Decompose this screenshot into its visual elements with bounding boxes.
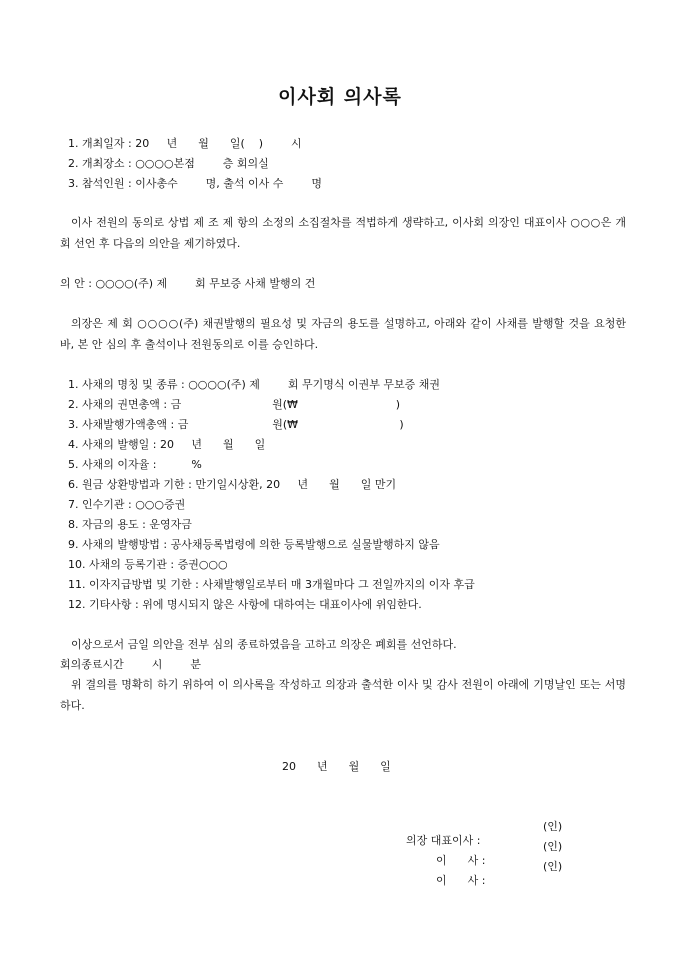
closing-line: 이상으로서 금일 의안을 전부 심의 종료하였음을 고하고 의장은 폐회를 선언하다. xyxy=(71,638,457,651)
bond-term-item: 10. 사채의 등록기관 : 증권○○○ xyxy=(68,558,228,571)
meeting-date-line: 1. 개최일자 : 20 년 월 일( ) 시 xyxy=(68,137,302,150)
agenda-line: 의 안 : ○○○○(주) 제 회 무보증 사채 발행의 건 xyxy=(60,277,316,290)
intro-paragraph: 이사 전원의 동의로 상법 제 조 제 항의 소정의 소집절차를 적법하게 생략하고, 이사회 의장인 대표이사 ○○○은 개회 선언 후 다음의 의안을 제기하였다. xyxy=(60,216,626,250)
signature-date-line: 20 년 월 일 xyxy=(282,760,391,773)
bond-term-item: 4. 사채의 발행일 : 20 년 월 일 xyxy=(68,438,266,451)
chair-paragraph: 의장은 제 회 ○○○○(주) 채권발행의 필요성 및 자금의 용도를 설명하고, 아래와 같이 사채를 발행할 것을 요청한 바, 본 안 심의 후 출석이나 전원동의로 이를 승인하다. xyxy=(60,317,626,351)
end-time-line: 회의종료시간 시 분 xyxy=(60,658,201,671)
bond-term-item: 2. 사채의 권면총액 : 금 원(₩ ) xyxy=(68,398,401,411)
signature-role: 의장 대표이사 : xyxy=(406,834,481,847)
bond-term-item: 7. 인수기관 : ○○○증권 xyxy=(68,498,186,511)
signature-seal: (인) xyxy=(543,840,563,853)
bond-term-item: 12. 기타사항 : 위에 명시되지 않은 사항에 대하여는 대표이사에 위임한다. xyxy=(68,598,422,611)
meeting-place-line: 2. 개최장소 : ○○○○본점 층 회의실 xyxy=(68,157,269,170)
bond-term-item: 8. 자금의 용도 : 운영자금 xyxy=(68,518,192,531)
signature-seal: (인) xyxy=(543,860,563,873)
signature-row xyxy=(422,860,485,902)
bond-term-item: 5. 사채의 이자율 : % xyxy=(68,458,202,471)
attendees-line: 3. 참석인원 : 이사총수 명, 출석 이사 수 명 xyxy=(68,177,323,190)
witness-paragraph: 위 결의를 명확히 하기 위하여 이 의사록을 작성하고 의장과 출석한 이사 및 감사 전원이 아래에 기명날인 또는 서명하다. xyxy=(60,678,626,712)
bond-term-item: 1. 사채의 명칭 및 종류 : ○○○○(주) 제 회 무기명식 이권부 무보증 채권 xyxy=(68,378,441,391)
bond-term-item: 3. 사채발행가액총액 : 금 원(₩ ) xyxy=(68,418,404,431)
bond-term-item: 6. 원금 상환방법과 기한 : 만기일시상환, 20 년 월 일 만기 xyxy=(68,478,397,491)
signature-role: 이 사 : xyxy=(436,854,486,867)
document-title: 이사회 의사록 xyxy=(278,86,402,108)
bond-term-item: 9. 사채의 발행방법 : 공사채등록법령에 의한 등록발행으로 실물발행하지 않음 xyxy=(68,538,440,551)
signature-seal: (인) xyxy=(543,820,563,833)
signature-role: 이 사 : xyxy=(436,874,486,887)
bond-term-item: 11. 이자지급방법 및 기한 : 사채발행일로부터 매 3개월마다 그 전일까지의 이자 후급 xyxy=(68,578,475,591)
